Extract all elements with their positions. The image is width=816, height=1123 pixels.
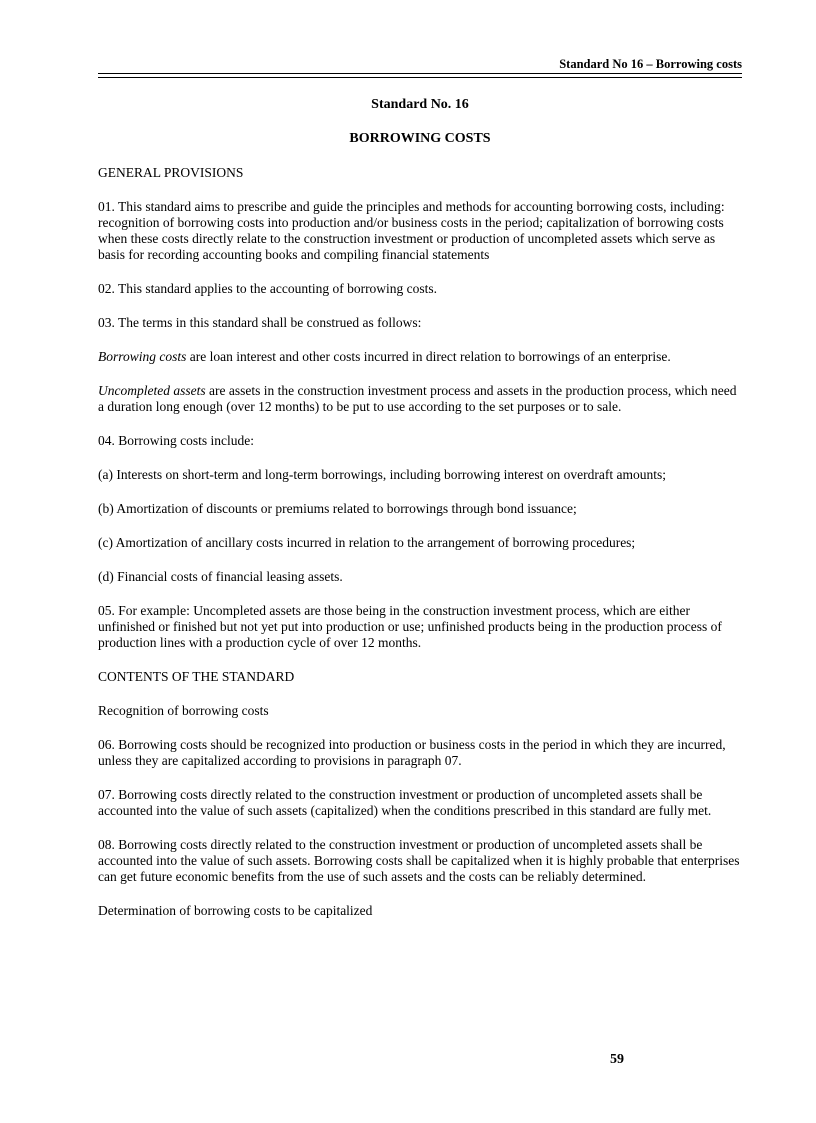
subheading-recognition: Recognition of borrowing costs [98,703,269,718]
definition-borrowing-costs [98,349,742,365]
list-item-a: (a) Interests on short-term and long-term borrowings, including borrowing interest on overdraft amounts; [98,467,666,482]
paragraph-06: 06. Borrowing costs should be recognized into production or business costs in the period in which they are incurred, unless they are capitalized according to provisions in paragraph 07. [98,737,726,768]
header-double-rule [98,73,742,78]
definition-text-uncompleted-assets: are assets in the construction investment process and assets in the production process, which need a duration long enough (over 12 months) to be put to use according to the set purposes or to sale. [98,383,737,414]
section-heading-general-provisions: GENERAL PROVISIONS [98,165,244,180]
paragraph-05: 05. For example: Uncompleted assets are those being in the construction investment process, which are either unfinished or finished but not yet put into production or use; unfinished products being in the production process of production lines with a production cycle of over 12 months. [98,603,722,650]
running-header: Standard No 16 – Borrowing costs [559,57,742,71]
paragraph-02: 02. This standard applies to the accounting of borrowing costs. [98,281,438,296]
list-item-d: (d) Financial costs of financial leasing assets. [98,569,343,584]
definition-uncompleted-assets [98,383,742,415]
section-heading-contents: CONTENTS OF THE STANDARD [98,669,295,684]
paragraph-08: 08. Borrowing costs directly related to the construction investment or production of uncompleted assets shall be accounted into the value of such assets. Borrowing costs shall be capitalized when it is highly probable that enterprises can get future economic benefits from the use of such assets and the costs can be reliably determined. [98,837,740,884]
definition-text-borrowing-costs: are loan interest and other costs incurred in direct relation to borrowings of an enterprise. [186,349,671,364]
subheading-determination: Determination of borrowing costs to be capitalized [98,903,373,918]
standard-number: Standard No. 16 [371,97,469,112]
list-item-b: (b) Amortization of discounts or premiums related to borrowings through bond issuance; [98,501,577,516]
term-uncompleted-assets: Uncompleted assets [98,383,206,398]
paragraph-03: 03. The terms in this standard shall be construed as follows: [98,315,422,330]
paragraph-07: 07. Borrowing costs directly related to the construction investment or production of uncompleted assets shall be accounted into the value of such assets (capitalized) when the conditions prescribed in this standard are fully met. [98,787,712,818]
document-body [98,97,742,937]
term-borrowing-costs: Borrowing costs [98,349,187,364]
page-number: 59 [610,1052,624,1067]
paragraph-04: 04. Borrowing costs include: [98,433,254,448]
paragraph-01: 01. This standard aims to prescribe and guide the principles and methods for accounting borrowing costs, including: recognition of borrowing costs into production and/or business costs in the period; capitalization of borrowing costs when these costs directly relate to the construction investment or production of uncompleted assets which serve as basis for recording accounting books and compiling financial statements [98,199,725,262]
list-item-c: (c) Amortization of ancillary costs incurred in relation to the arrangement of borrowing procedures; [98,535,636,550]
standard-title: BORROWING COSTS [349,131,491,146]
